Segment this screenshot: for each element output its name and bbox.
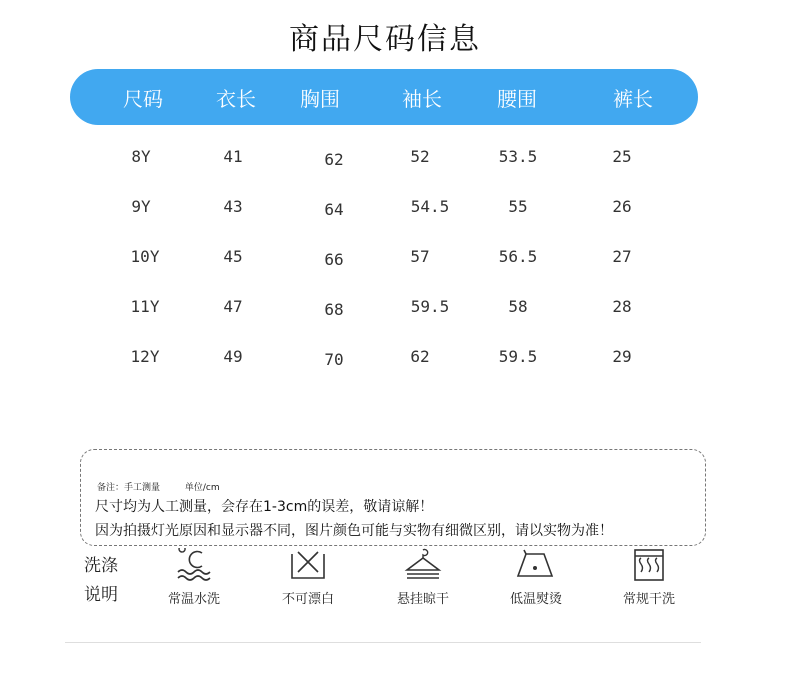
note-color-text: 因为拍摄灯光原因和显示器不同，图片颜色可能与实物有细微区别，请以实物为准！ (95, 523, 613, 539)
table-row (0, 347, 790, 377)
cell-pants-length: 29 (612, 347, 632, 366)
cell-chest: 68 (324, 300, 344, 319)
size-table-header (70, 69, 698, 125)
care-item-iron (486, 548, 586, 607)
header-chest: 胸围 (300, 87, 340, 111)
low-temp-iron-icon (514, 548, 558, 582)
care-label-line1: 洗涤 (84, 556, 118, 576)
table-row (0, 197, 790, 227)
cell-size: 10Y (130, 247, 160, 266)
header-sleeve: 袖长 (402, 87, 442, 111)
bottom-divider (65, 642, 701, 643)
dry-clean-icon (627, 548, 671, 582)
page-title: 商品尺码信息 (289, 22, 481, 57)
cell-pants-length: 25 (612, 147, 632, 166)
cell-chest: 70 (324, 350, 344, 369)
measurement-note-box (80, 449, 706, 546)
cell-length: 45 (223, 247, 243, 266)
cell-sleeve: 54.5 (410, 197, 450, 216)
cell-length: 41 (223, 147, 243, 166)
cell-waist: 55 (508, 197, 528, 216)
note-remark: 备注：手工测量 (97, 483, 161, 493)
care-item-wash (144, 548, 244, 607)
table-row (0, 247, 790, 277)
care-text-dry-clean: 常规干洗 (622, 592, 675, 607)
cell-length: 49 (223, 347, 243, 366)
header-length: 衣长 (216, 87, 256, 111)
header-pants-length: 裤长 (613, 87, 653, 111)
cell-sleeve: 59.5 (410, 297, 450, 316)
header-size: 尺码 (123, 87, 163, 111)
care-text-no-bleach: 不可漂白 (281, 592, 334, 607)
cell-pants-length: 28 (612, 297, 632, 316)
care-label-line2: 说明 (84, 585, 118, 605)
cell-waist: 59.5 (498, 347, 538, 366)
cell-waist: 56.5 (498, 247, 538, 266)
note-unit: 单位/cm (184, 483, 220, 493)
warm-water-wash-icon (172, 548, 216, 582)
cell-sleeve: 52 (410, 147, 430, 166)
cell-size: 11Y (130, 297, 160, 316)
cell-size: 8Y (131, 147, 151, 166)
cell-chest: 66 (324, 250, 344, 269)
cell-size: 9Y (131, 197, 151, 216)
cell-sleeve: 57 (410, 247, 430, 266)
note-remark-line (97, 480, 242, 493)
care-text-wash: 常温水洗 (167, 592, 220, 607)
note-error-text: 尺寸均为人工测量，会存在1-3cm的误差，敬请谅解！ (95, 499, 434, 515)
cell-chest: 64 (324, 200, 344, 219)
care-text-hang-dry: 悬挂晾干 (396, 592, 449, 607)
care-text-iron: 低温熨烫 (509, 592, 562, 607)
care-item-dry-clean (599, 548, 699, 607)
care-item-hang-dry (373, 548, 473, 607)
cell-length: 43 (223, 197, 243, 216)
cell-pants-length: 27 (612, 247, 632, 266)
hang-dry-icon (401, 548, 445, 582)
table-row (0, 297, 790, 327)
cell-pants-length: 26 (612, 197, 632, 216)
header-waist: 腰围 (497, 87, 537, 111)
cell-chest: 62 (324, 150, 344, 169)
no-bleach-icon (286, 548, 330, 582)
cell-waist: 53.5 (498, 147, 538, 166)
cell-length: 47 (223, 297, 243, 316)
care-item-no-bleach (258, 548, 358, 607)
table-row (0, 147, 790, 177)
cell-sleeve: 62 (410, 347, 430, 366)
cell-size: 12Y (130, 347, 160, 366)
cell-waist: 58 (508, 297, 528, 316)
